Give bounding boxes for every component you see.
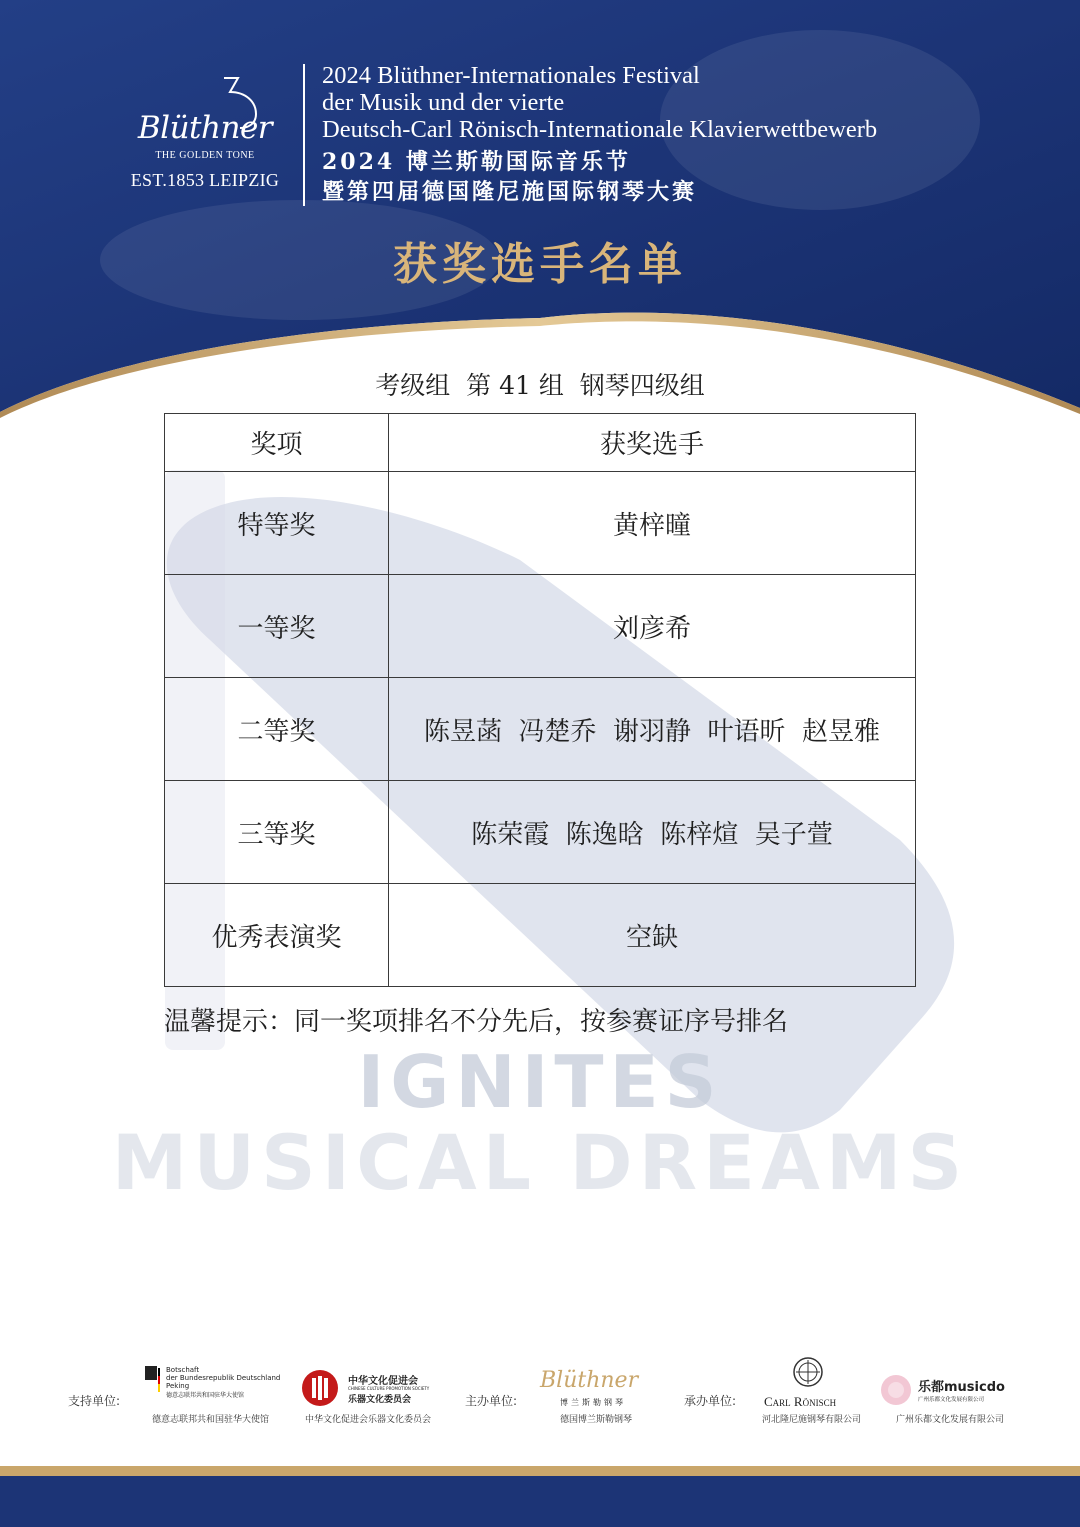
musicdo-circle-icon [880, 1374, 912, 1406]
society-caption: 中华文化促进会乐器文化委员会 [305, 1415, 432, 1425]
brand-established: EST.1853 LEIPZIG [130, 170, 280, 190]
awards-table [164, 413, 916, 987]
page-title: 获奖选手名单 [393, 239, 687, 290]
brand-name: Blüthner [137, 110, 273, 146]
award-cell: 二等奖 [165, 678, 389, 781]
table-row [165, 781, 916, 884]
award-cell: 优秀表演奖 [165, 884, 389, 987]
host-label: 主办单位: [465, 1394, 518, 1408]
festival-line-de-1: 2024 Blüthner-Internationales Festival [322, 62, 700, 89]
musicdo-caption: 广州乐都文化发展有限公司 [896, 1415, 1005, 1425]
header-divider [303, 64, 305, 206]
footer-bar [0, 1466, 1080, 1527]
bluthner-footer-cn: 博兰斯勒钢琴 [560, 1398, 626, 1407]
table-row [165, 575, 916, 678]
organizer-label: 承办单位: [684, 1394, 737, 1408]
table-row [165, 472, 916, 575]
embassy-line-1: Botschaft [166, 1366, 200, 1374]
group-subtitle: 考级组 第 41 组 钢琴四级组 [375, 371, 705, 400]
support-label: 支持单位: [68, 1394, 121, 1408]
bluthner-footer-name: Blüthner [540, 1368, 639, 1393]
table-row [165, 678, 916, 781]
ronisch-caption: 河北隆尼施钢琴有限公司 [762, 1415, 862, 1425]
winners-cell: 陈荣霞 陈逸晗 陈梓煊 吴子萱 [389, 781, 916, 884]
festival-line-de-3: Deutsch-Carl Rönisch-Internationale Klavierwettbewerb [322, 116, 878, 143]
sponsor-footer [0, 1350, 1080, 1440]
header-award: 奖项 [165, 414, 389, 472]
table-header-row [165, 414, 916, 472]
embassy-line-3: Peking [166, 1382, 190, 1390]
eagle-icon [143, 1364, 161, 1404]
winners-cell: 刘彦希 [389, 575, 916, 678]
award-cell: 一等奖 [165, 575, 389, 678]
musicdo-name: 乐都musicdo [918, 1380, 1005, 1395]
table-row [165, 884, 916, 987]
award-cell: 三等奖 [165, 781, 389, 884]
winners-cell: 黄梓曈 [389, 472, 916, 575]
brand-tagline: THE GOLDEN TONE [155, 150, 255, 161]
bluthner-logo [110, 70, 300, 200]
festival-title-block [322, 62, 877, 207]
embassy-line-4: 德意志联邦共和国驻华大使馆 [166, 1392, 245, 1399]
ronisch-name: Carl Rönisch [764, 1394, 837, 1409]
society-english: CHINESE CULTURE PROMOTION SOCIETY [348, 1386, 430, 1391]
header-winners: 获奖选手 [389, 414, 916, 472]
society-name: 中华文化促进会 [348, 1376, 418, 1387]
embassy-line-2: der Bundesrepublik Deutschland [166, 1374, 281, 1382]
winners-cell: 陈昱菡 冯楚乔 谢羽静 叶语昕 赵昱雅 [389, 678, 916, 781]
bluthner-footer-caption: 德国博兰斯勒钢琴 [560, 1415, 633, 1425]
watermark-ignites: IGNITES [357, 1040, 723, 1124]
compass-emblem-icon [792, 1356, 824, 1388]
festival-line-cn-1: 2024 博兰斯勒国际音乐节 [322, 149, 631, 175]
embassy-caption: 德意志联邦共和国驻华大使馆 [152, 1415, 270, 1425]
festival-line-cn-2: 暨第四届德国隆尼施国际钢琴大赛 [322, 179, 698, 205]
award-cell: 特等奖 [165, 472, 389, 575]
ranking-note: 温馨提示：同一奖项排名不分先后，按参赛证序号排名 [164, 1007, 789, 1037]
society-emblem-icon [300, 1368, 340, 1408]
musicdo-sub: 广州乐都文化发展有限公司 [918, 1397, 985, 1403]
society-committee: 乐器文化委员会 [348, 1395, 412, 1405]
watermark-musical-dreams: MUSICAL DREAMS [111, 1118, 969, 1207]
festival-line-de-2: der Musik und der vierte [322, 89, 565, 116]
winners-cell: 空缺 [389, 884, 916, 987]
